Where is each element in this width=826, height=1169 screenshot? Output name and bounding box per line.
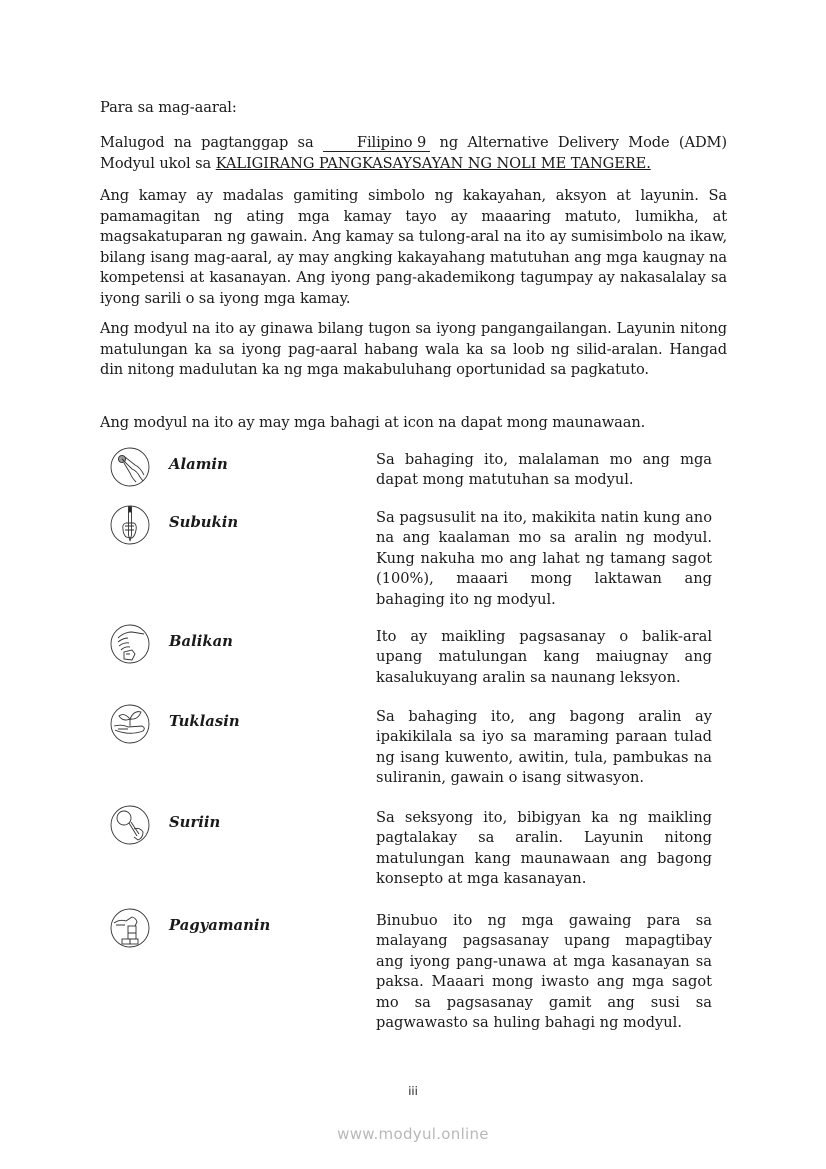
subject-name: Filipino 9 [356, 134, 427, 151]
hand-pencil-icon [110, 505, 150, 545]
welcome-line2-prefix: Modyul ukol sa [100, 154, 212, 172]
hand-plant-icon [110, 704, 150, 744]
section-description: Sa seksyong ito, bibigyan ka ng maikling pagtalakay sa aralin. Layunin nitong matulungan kang maunawaan ang bagong konsepto at mga kasanayan. [376, 809, 712, 888]
section-label: Alamin [169, 456, 228, 473]
section-description: Sa bahaging ito, malalaman mo ang mga dapat mong matutuhan sa modyul. [376, 451, 712, 489]
page-number: iii [408, 1084, 418, 1098]
section-description: Sa bahaging ito, ang bagong aralin ay ipakikilala sa iyo sa maraming paraan tulad ng isang kuwento, awitin, tula, pambukas na suliranin, gawain o isang sitwasyon. [376, 708, 712, 787]
section-description: Ito ay maikling pagsasanay o balik-aral upang matulungan kang maiugnay ang kasalukuyang aralin sa naunang leksyon. [376, 628, 712, 686]
section-label: Suriin [169, 814, 221, 831]
section-label: Subukin [169, 514, 239, 531]
welcome-prefix: Malugod na pagtanggap sa [100, 134, 314, 151]
section-label: Pagyamanin [169, 917, 271, 934]
finger-touch-icon [110, 447, 150, 487]
section-description: Binubuo ito ng mga gawaing para sa malayang pagsasanay upang mapagtibay ang iyong pang-unawa at mga kasanayan sa paksa. Maaari mong iwasto ang mga sagot mo sa pagsasanay gamit ang susi sa pagwawasto sa huling bahagi ng modyul. [376, 912, 712, 1032]
welcome-paragraph [100, 133, 727, 174]
subject-blank [323, 135, 430, 152]
section-description: Sa pagsusulit na ito, makikita natin kung ano na ang kaalaman mo sa aralin ng modyul. Kung nakuha mo ang lahat ng tamang sagot (100%), maaari mong laktawan ang bahaging ito ng modyul. [376, 509, 712, 608]
section-label: Balikan [169, 633, 233, 650]
greeting: Para sa mag-aaral: [100, 99, 237, 116]
welcome-suffix: ng Alternative Delivery Mode (ADM) [439, 134, 727, 151]
magnifying-glass-icon [110, 805, 150, 845]
hand-puzzle-icon [110, 624, 150, 664]
section-label: Tuklasin [169, 713, 240, 730]
module-topic: KALIGIRANG PANGKASAYSAYAN NG NOLI ME TANGERE. [215, 154, 651, 172]
paragraph-parts-intro: Ang modyul na ito ay may mga bahagi at icon na dapat mong maunawaan. [100, 414, 646, 431]
paragraph-module-purpose: Ang modyul na ito ay ginawa bilang tugon sa iyong pangangailangan. Layunin nitong matulungan ka sa iyong pag-aaral habang wala ka sa loob ng silid-aralan. Hangad din nitong madulutan ka ng mga makabuluhang oportunidad sa pagkatuto. [100, 320, 727, 379]
paragraph-hand-symbol: Ang kamay ay madalas gamiting simbolo ng kakayahan, aksyon at layunin. Sa pamamagitan ng ating mga kamay tayo ay maaaring matuto, lumikha, at magsakatuparan ng gawain. Ang kamay sa tulong-aral na ito ay sumisimbolo na ikaw, bilang isang mag-aaral, ay may angking kakayahang matutuhan ang mga kaugnay na kompetensi at kasanayan. Ang iyong pang-akademikong tagumpay ay nakasalalay sa iyong sarili o sa iyong mga kamay. [100, 187, 727, 307]
watermark: www.modyul.online [337, 1125, 489, 1143]
hand-blocks-icon [110, 908, 150, 948]
